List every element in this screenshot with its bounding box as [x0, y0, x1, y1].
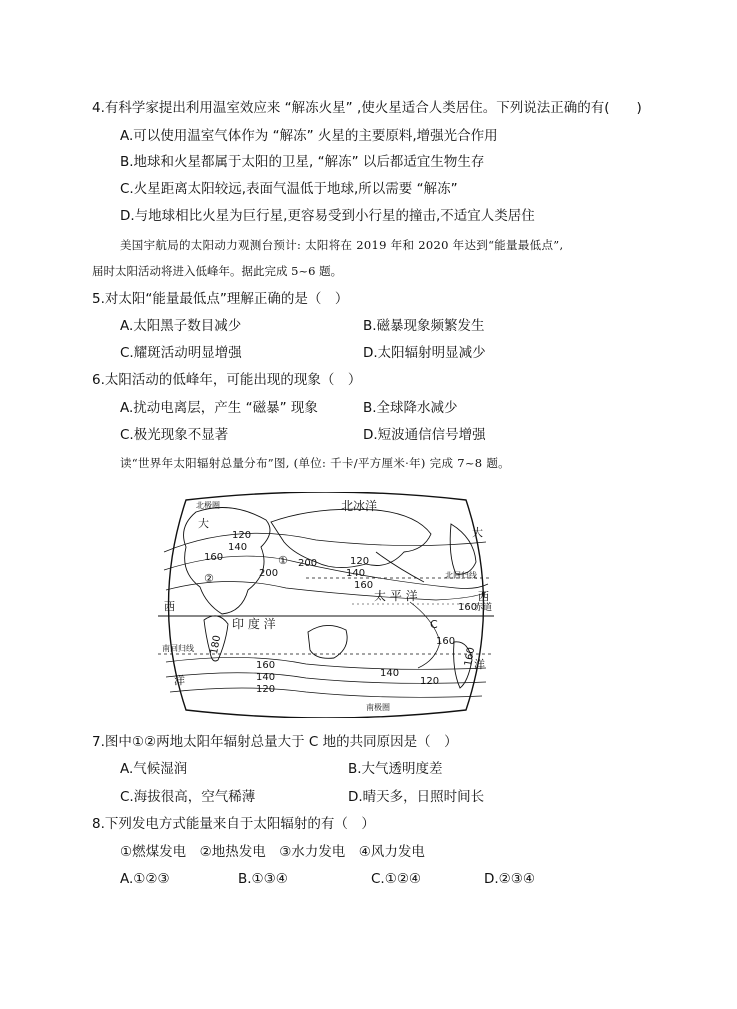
atlantic-yang-right: 洋: [474, 658, 485, 671]
material-2-line-1: 读“世界年太阳辐射总量分布”图, (单位: 千卡/平方厘米·年) 完成 7~8 题。: [120, 456, 510, 470]
pacific-ocean-label: 太 平 洋: [374, 589, 418, 603]
q4-option-c: C.火星距离太阳较远,表面气温低于地球,所以需要 “解冻”: [120, 181, 458, 197]
q6-option-c: C.极光现象不显著: [120, 427, 229, 443]
isoline-value: 160: [354, 580, 374, 591]
isoline-value: 160: [436, 636, 456, 647]
tropic-of-capricorn-label: 南回归线: [162, 644, 194, 653]
material-1-line-1: 美国宇航局的太阳动力观测台预计: 太阳将在 2019 年和 2020 年达到“能量最低点”,: [120, 238, 564, 252]
q8-items: ①燃煤发电 ②地热发电 ③水力发电 ④风力发电: [120, 844, 425, 860]
isoline-value: 200: [259, 568, 279, 579]
location-1-marker: ①: [278, 554, 288, 567]
isoline-value: 200: [298, 558, 318, 569]
q8-option-c: C.①②④: [371, 871, 422, 887]
world-solar-radiation-map: [156, 492, 496, 718]
q7-option-d: D.晴天多，日照时间长: [348, 789, 485, 805]
isoline-value: 120: [232, 530, 252, 541]
atlantic-xi-left: 西: [164, 600, 175, 613]
q7-option-b: B.大气透明度差: [348, 761, 443, 777]
isoline-value: 120: [256, 684, 276, 695]
q5-option-b: B.磁暴现象频繁发生: [363, 318, 485, 334]
atlantic-da-right: 大: [472, 526, 483, 539]
q6-option-d: D.短波通信信号增强: [363, 427, 486, 443]
q7-stem: 7.图中①②两地太阳年辐射总量大于 C 地的共同原因是（ ）: [92, 734, 458, 750]
q4-option-b: B.地球和火星都属于太阳的卫星, “解冻” 以后都适宜生物生存: [120, 154, 485, 170]
isoline-value: 120: [420, 676, 440, 687]
isoline-value: 160: [463, 646, 478, 668]
q5-option-a: A.太阳黑子数目减少: [120, 318, 242, 334]
q4-option-a: A.可以使用温室气体作为 “解冻” 火星的主要原料,增强光合作用: [120, 128, 498, 144]
atlantic-yang-left: 洋: [174, 674, 185, 687]
q6-option-b: B.全球降水减少: [363, 400, 458, 416]
antarctic-circle-label: 南极圈: [366, 703, 390, 712]
isoline-value: 160: [204, 552, 224, 563]
q5-option-c: C.耀斑活动明显增强: [120, 345, 242, 361]
arctic-circle-label: 北极圈: [196, 501, 220, 510]
q4-stem: 4.有科学家提出利用温室效应来 “解冻火星” ,使火星适合人类居住。下列说法正确的有( ): [92, 100, 642, 116]
q8-option-a: A.①②③: [120, 871, 170, 887]
equator-label: 赤道: [474, 603, 493, 613]
arctic-ocean-label: 北冰洋: [341, 499, 378, 513]
isoline-value: 140: [256, 672, 276, 683]
q5-option-d: D.太阳辐射明显减少: [363, 345, 486, 361]
isoline-value: 120: [350, 556, 370, 567]
material-1-line-2: 届时太阳活动将进入低峰年。据此完成 5~6 题。: [92, 264, 343, 278]
q8-stem: 8.下列发电方式能量来自于太阳辐射的有（ ）: [92, 816, 375, 832]
location-2-marker: ②: [204, 572, 214, 585]
q6-option-a: A.扰动电离层，产生 “磁暴” 现象: [120, 400, 318, 416]
q5-stem: 5.对太阳“能量最低点”理解正确的是（ ）: [92, 291, 349, 307]
q7-option-c: C.海拔很高，空气稀薄: [120, 789, 256, 805]
isoline-value: 160: [256, 660, 276, 671]
isoline-value: 140: [228, 542, 248, 553]
q7-option-a: A.气候湿润: [120, 761, 188, 777]
q8-option-d: D.②③④: [484, 871, 535, 887]
q4-option-d: D.与地球相比火星为巨行星,更容易受到小行星的撞击,不适宜人类居住: [120, 208, 535, 224]
indian-ocean-label: 印 度 洋: [232, 617, 276, 631]
atlantic-da-left: 大: [198, 517, 209, 530]
isoline-value: 140: [346, 568, 366, 579]
point-c-label: C: [430, 618, 438, 631]
tropic-of-cancer-label: 北回归线: [445, 571, 477, 580]
isoline-value: 160: [458, 602, 478, 613]
q6-stem: 6.太阳活动的低峰年，可能出现的现象（ ）: [92, 372, 362, 388]
q8-option-b: B.①③④: [238, 871, 288, 887]
isoline-value: 180: [209, 634, 224, 656]
atlantic-xi-right: 西: [478, 590, 489, 603]
isoline-value: 140: [380, 668, 400, 679]
